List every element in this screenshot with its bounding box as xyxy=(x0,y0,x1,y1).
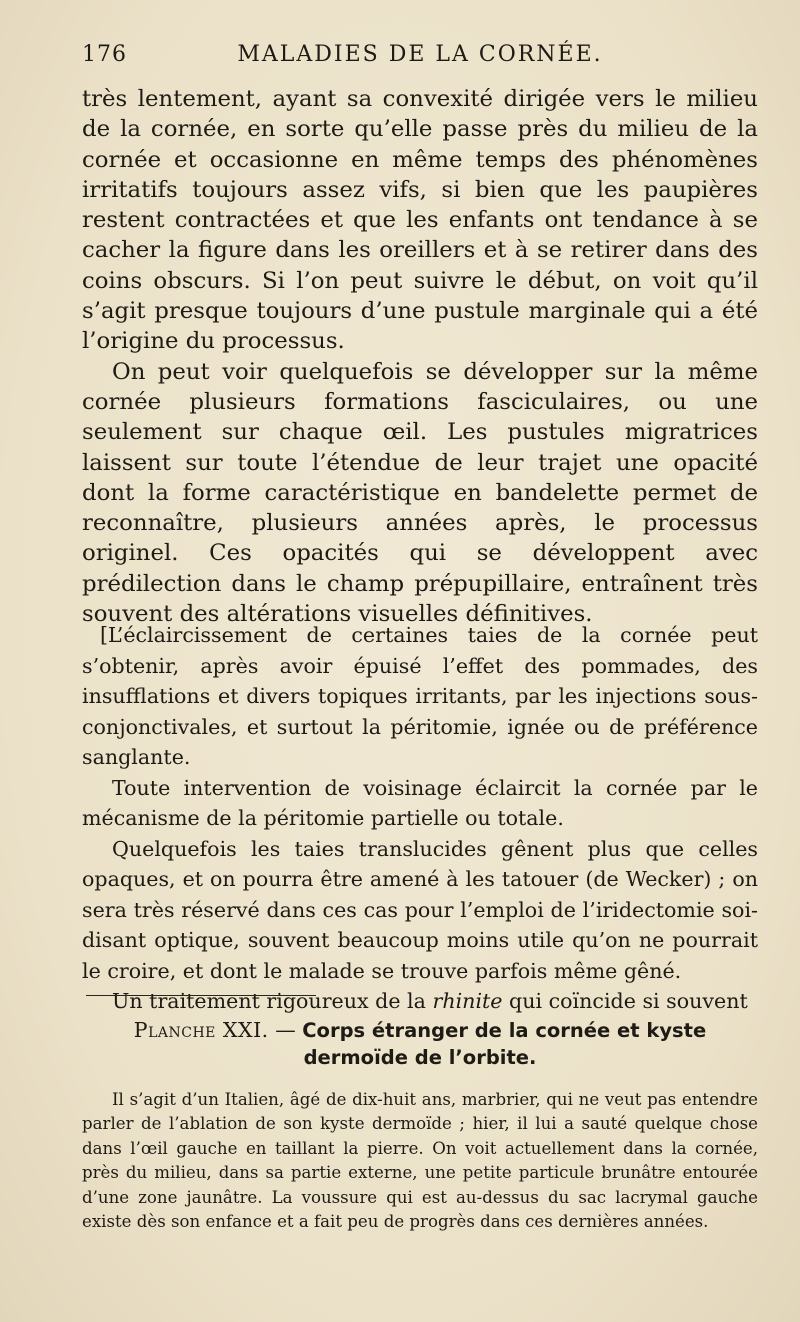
note-paragraph-last xyxy=(82,986,758,1017)
page-header xyxy=(82,42,758,78)
footnote-divider xyxy=(86,995,316,996)
note-paragraph: Toute intervention de voisinage éclaircit la cornée par le mécanisme de la péritomie partielle ou totale. xyxy=(82,775,758,830)
caption-dash: — xyxy=(268,1018,303,1042)
main-text xyxy=(82,84,758,629)
paragraph: On peut voir quelquefois se développer sur la même cornée plusieurs formations fasciculaires, ou une seulement sur chaque œil. Les pustules migratrices laissent sur toute l’étendue de leur trajet une opacité dont la forme caractéristique en bandelette permet de reconnaître, plusieurs années après, le processus originel. Ces opacités qui se développent avec prédilection dans le champ prépupillaire, entraînent très souvent des altérations visuelles définitives. xyxy=(82,358,758,628)
note-italic-term: rhinite xyxy=(432,989,503,1013)
page-number: 176 xyxy=(82,42,127,67)
running-title: MALADIES DE LA CORNÉE. xyxy=(237,42,603,67)
plate-title: Corps étranger de la cornée et kyste dermoïde de l’orbite. xyxy=(302,1019,707,1069)
plate-description xyxy=(82,1088,758,1234)
note-text-segment: qui coïncide si souvent xyxy=(502,989,748,1013)
note-text-segment: Un traitement rigoureux de la xyxy=(112,989,433,1013)
paragraph: très lentement, ayant sa convexité dirigée vers le milieu de la cornée, en sorte qu’elle passe près du milieu de la cornée et occasionne en même temps des phénomènes irritatifs toujours assez vifs, si bien que les paupières restent contractées et que les enfants ont tendance à se cacher la figure dans les oreillers et à se retirer dans des coins obscurs. Si l’on peut suivre le début, on voit qu’il s’agit presque toujours d’une pustule marginale qui a été l’origine du processus. xyxy=(82,86,758,355)
note-paragraph: [L’éclaircissement de certaines taies de la cornée peut s’obtenir, après avoir épuisé l’effet des pommades, des insufflations et divers topiques irritants, par les injections sous-conjonctivales, et surtout la péritomie, ignée ou de préférence sanglante. xyxy=(82,623,758,769)
plate-label: Planche XXI. xyxy=(133,1018,269,1042)
plate-description-text: Il s’agit d’un Italien, âgé de dix-huit ans, marbrier, qui ne veut pas entendre parler de l’ablation de son kyste dermoïde ; hier, il lui a sauté quelque chose dans l’œil gauche en taillant la pierre. On voit actuellement dans la cornée, près du milieu, dans sa partie externe, une petite particule brunâtre entourée d’une zone jaunâtre. La voussure qui est au-dessus du sac lacrymal gauche existe dès son enfance et a fait peu de progrès dans ces dernières années. xyxy=(82,1090,758,1232)
note-paragraph: Quelquefois les taies translucides gênent plus que celles opaques, et on pourra être amené à les tatouer (de Wecker) ; on sera très réservé dans ces cas pour l’emploi de l’iridectomie soi-disant optique, souvent beaucoup moins utile qu’on ne pourrait le croire, et dont le malade se trouve parfois même gêné. xyxy=(82,836,758,983)
editor-note xyxy=(82,620,758,1017)
plate-caption xyxy=(82,1017,758,1071)
